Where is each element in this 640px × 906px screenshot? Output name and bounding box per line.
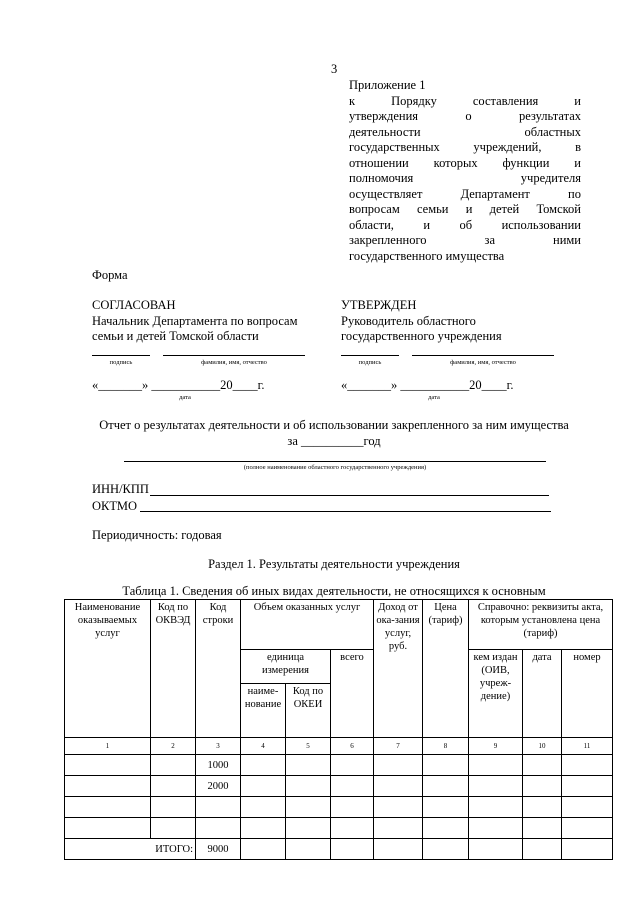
approved-heading: УТВЕРЖДЕН bbox=[341, 298, 417, 312]
activity-table bbox=[64, 599, 613, 860]
appendix-line: деятельности областных bbox=[349, 124, 581, 139]
appendix-line: к Порядку составления и bbox=[349, 93, 581, 108]
name-line bbox=[163, 355, 305, 356]
appendix-line: осуществляет Департамент по bbox=[349, 186, 581, 201]
table-row bbox=[65, 776, 613, 797]
date-field: «_______» ___________20____г. bbox=[92, 378, 265, 392]
name-line bbox=[412, 355, 554, 356]
oktmo-label: ОКТМО bbox=[92, 499, 137, 513]
name-caption: фамилия, имя, отчество bbox=[450, 359, 516, 366]
row-code bbox=[196, 818, 241, 839]
org-name-caption: (полное наименование областного государственного учреждения) bbox=[243, 464, 427, 471]
header-total: всего bbox=[331, 650, 374, 738]
col-number: 1 bbox=[65, 738, 151, 755]
row-code: 2000 bbox=[196, 776, 241, 797]
total-code: 9000 bbox=[196, 839, 241, 860]
col-number: 6 bbox=[331, 738, 374, 755]
header-price: Цена (тариф) bbox=[423, 600, 469, 738]
date-field: «_______» ___________20____г. bbox=[341, 378, 514, 392]
row-code bbox=[196, 797, 241, 818]
appendix-line: вопросам семьи и детей Томской bbox=[349, 202, 581, 216]
approved-position-line2: государственного учреждения bbox=[341, 329, 502, 343]
header-income: Доход от ока-зания услуг, руб. bbox=[374, 600, 423, 738]
col-number: 9 bbox=[469, 738, 523, 755]
appendix-line: полномочия учредителя bbox=[349, 171, 581, 185]
appendix-line: закрепленного за ними bbox=[349, 233, 581, 247]
agreed-position-line1: Начальник Департамента по вопросам bbox=[92, 313, 298, 328]
table-title: Таблица 1. Сведения об иных видах деятельности, не относящихся к основным bbox=[122, 584, 546, 598]
col-number: 7 bbox=[374, 738, 423, 755]
total-row bbox=[65, 839, 613, 860]
col-number: 8 bbox=[423, 738, 469, 755]
approval-right bbox=[341, 298, 581, 345]
page-number: 3 bbox=[331, 62, 338, 76]
header-volume: Объем оказанных услуг bbox=[241, 600, 374, 650]
header-okved: Код по ОКВЭД bbox=[151, 600, 196, 738]
appendix-line: отношении которых функции и bbox=[349, 155, 581, 170]
table-row bbox=[65, 755, 613, 776]
approval-left bbox=[92, 298, 332, 345]
name-caption: фамилия, имя, отчество bbox=[201, 359, 267, 366]
date-caption: дата bbox=[428, 394, 440, 401]
col-number: 4 bbox=[241, 738, 286, 755]
header-service-name: Наименование оказываемых услуг bbox=[65, 600, 151, 738]
report-period: за __________год bbox=[287, 434, 381, 448]
oktmo-line bbox=[140, 511, 551, 512]
header-unit-name: наиме-нование bbox=[241, 684, 286, 738]
column-number-row bbox=[65, 738, 613, 755]
header-unit: единица измерения bbox=[241, 650, 331, 684]
report-title: Отчет о результатах деятельности и об использовании закрепленного за ним имущества bbox=[99, 418, 569, 432]
header-issued-by: кем издан (ОИВ, учреж-дение) bbox=[469, 650, 523, 738]
signature-caption: подпись bbox=[358, 359, 382, 366]
date-caption: дата bbox=[179, 394, 191, 401]
signature-line bbox=[92, 355, 150, 356]
header-okei: Код по ОКЕИ bbox=[286, 684, 331, 738]
header-row-code: Код строки bbox=[196, 600, 241, 738]
agreed-heading: СОГЛАСОВАН bbox=[92, 298, 176, 312]
total-label: ИТОГО: bbox=[65, 839, 196, 860]
signature-line bbox=[341, 355, 399, 356]
org-name-line bbox=[124, 461, 546, 462]
row-code: 1000 bbox=[196, 755, 241, 776]
col-number: 3 bbox=[196, 738, 241, 755]
section-title: Раздел 1. Результаты деятельности учреждения bbox=[208, 557, 460, 571]
table-row bbox=[65, 818, 613, 839]
appendix-block bbox=[349, 78, 581, 264]
header-reference: Справочно: реквизиты акта, которым установлена цена (тариф) bbox=[469, 600, 613, 650]
col-number: 2 bbox=[151, 738, 196, 755]
col-number: 11 bbox=[562, 738, 613, 755]
agreed-position-line2: семьи и детей Томской области bbox=[92, 329, 259, 343]
signature-caption: подпись bbox=[109, 359, 133, 366]
appendix-title: Приложение 1 bbox=[349, 78, 426, 92]
header-date: дата bbox=[523, 650, 562, 738]
appendix-line: области, и об использовании bbox=[349, 217, 581, 232]
header-number: номер bbox=[562, 650, 613, 738]
appendix-line: государственных учреждений, в bbox=[349, 140, 581, 154]
periodicity: Периодичность: годовая bbox=[92, 528, 222, 542]
appendix-lines bbox=[349, 94, 581, 249]
inn-label: ИНН/КПП bbox=[92, 482, 149, 496]
col-number: 10 bbox=[523, 738, 562, 755]
approved-position-line1: Руководитель областного bbox=[341, 313, 476, 328]
inn-line bbox=[150, 495, 549, 496]
appendix-line: утверждения о результатах bbox=[349, 109, 581, 123]
table-row bbox=[65, 797, 613, 818]
appendix-last-line: государственного имущества bbox=[349, 248, 505, 263]
form-label: Форма bbox=[92, 268, 128, 282]
col-number: 5 bbox=[286, 738, 331, 755]
